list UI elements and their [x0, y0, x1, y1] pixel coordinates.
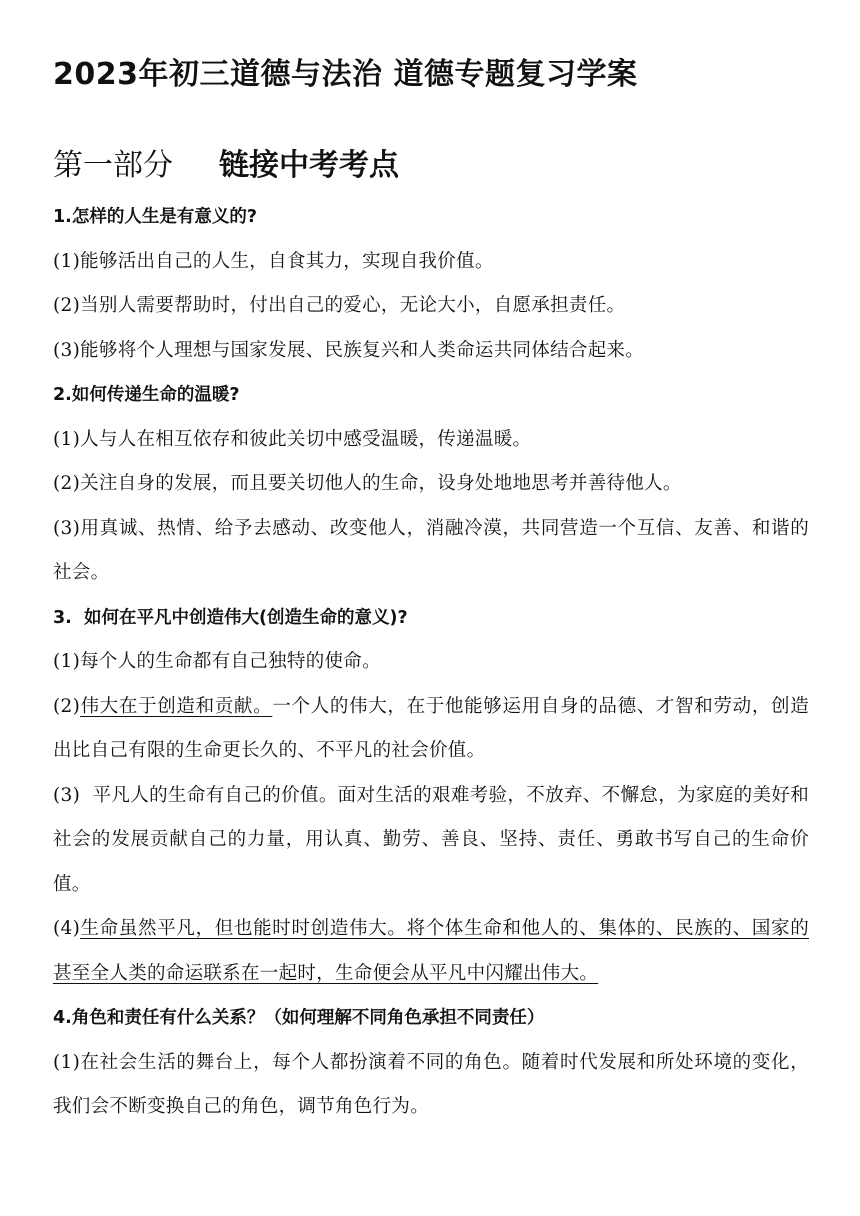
answer-3-4-underlined: 生命虽然平凡，但也能时时创造伟大。将个体生命和他人的、集体的、民族的、国家的甚至全人类的命运联系在一起时，生命便会从平凡中闪耀出伟大。: [53, 918, 809, 984]
document-title: 2023年初三道德与法治 道德专题复习学案: [53, 57, 638, 92]
part-label: 第一部分: [53, 148, 173, 183]
answer-2-1: (1)人与人在相互依存和彼此关切中感受温暖，传递温暖。: [53, 428, 532, 450]
part-name: 链接中考考点: [219, 148, 399, 183]
answer-1-2: (2)当别人需要帮助时，付出自己的爱心，无论大小，自愿承担责任。: [53, 295, 626, 316]
answer-2-3: (3)用真诚、热情、给予去感动、改变他人，消融冷漠，共同营造一个互信、友善、和谐的社会。: [53, 517, 809, 583]
question-3-title: 3. 如何在平凡中创造伟大(创造生命的意义)?: [53, 607, 408, 628]
answer-4-1: (1)在社会生活的舞台上，每个人都扮演着不同的角色。随着时代发展和所处环境的变化，我们会不断变换自己的角色，调节角色行为。: [53, 1051, 809, 1117]
answer-3-3: (3) 平凡人的生命有自己的价值。面对生活的艰难考验，不放弃、不懈怠，为家庭的美好和社会的发展贡献自己的力量，用认真、勤劳、善良、坚持、责任、勇敢书写自己的生命价值。: [53, 784, 809, 895]
answer-3-2-number: (2): [53, 695, 81, 717]
question-2-title: 2.如何传递生命的温暖?: [53, 385, 240, 405]
question-4-title: 4.角色和责任有什么关系？（如何理解不同角色承担不同责任）: [53, 1008, 545, 1028]
answer-1-1: (1)能够活出自己的人生，自食其力，实现自我价值。: [53, 250, 494, 272]
answer-3-4-number: (4): [53, 918, 81, 939]
answer-3-4: [53, 907, 809, 996]
content-body: [53, 195, 809, 1130]
answer-3-2: [53, 685, 809, 774]
answer-3-1: (1)每个人的生命都有自己独特的使命。: [53, 651, 381, 672]
answer-1-3: (3)能够将个人理想与国家发展、民族复兴和人类命运共同体结合起来。: [53, 339, 645, 361]
answer-2-2: (2)关注自身的发展，而且要关切他人的生命，设身处地地思考并善待他人。: [53, 473, 682, 494]
answer-3-2-underlined: 伟大在于创造和贡献。: [80, 695, 273, 717]
question-1-title: 1.怎样的人生是有意义的?: [53, 207, 257, 227]
answer-3-2-text: 一个人的伟大，在于他能够运用自身的品德、才智和劳动，创造出比自己有限的生命更长久的、不平凡的社会价值。: [53, 695, 809, 761]
part-heading: [53, 144, 399, 189]
